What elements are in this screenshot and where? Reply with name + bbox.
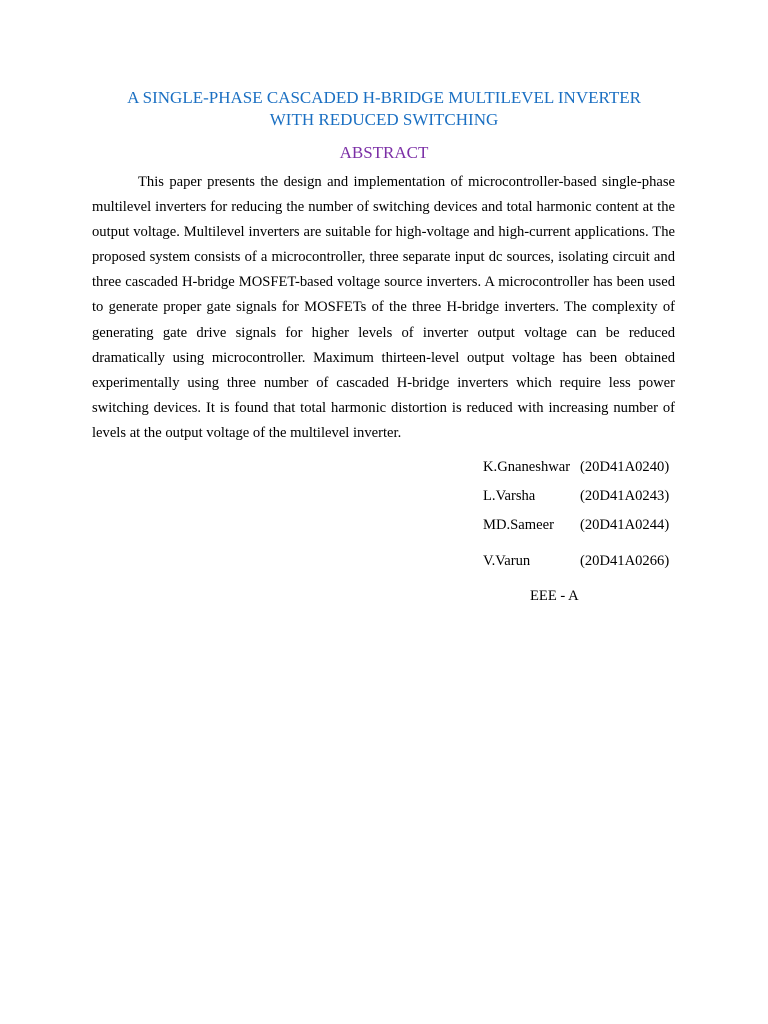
paper-title-line-2: WITH REDUCED SWITCHING <box>269 110 499 129</box>
paper-title <box>90 87 678 131</box>
abstract-heading: ABSTRACT <box>339 143 429 162</box>
author-roll-number: (20D41A0243) <box>580 488 670 504</box>
author-roll-number: (20D41A0240) <box>580 459 670 475</box>
author-roll-number: (20D41A0244) <box>580 517 670 533</box>
author-name: L.Varsha <box>483 488 536 504</box>
department-label: EEE - A <box>530 588 579 604</box>
author-roll-number: (20D41A0266) <box>580 553 670 569</box>
author-name: V.Varun <box>483 553 531 569</box>
paper-title-line-1: A SINGLE-PHASE CASCADED H-BRIDGE MULTILEVEL INVERTER <box>127 88 641 107</box>
author-name: K.Gnaneshwar <box>483 459 571 475</box>
abstract-body: This paper presents the design and implementation of microcontroller-based single-phase multilevel inverters for reducing the number of switching devices and total harmonic content at the output voltage. Multilevel inverters are suitable for high-voltage and high-current applications. The proposed system consists of a microcontroller, three separate input dc sources, isolating circuit and three cascaded H-bridge MOSFET-based voltage source inverters. A microcontroller has been used to generate proper gate signals for MOSFETs of the three H-bridge inverters. The complexity of generating gate drive signals for higher levels of inverter output voltage can be reduced dramatically using microcontroller. Maximum thirteen-level output voltage has been obtained experimentally using three number of cascaded H-bridge inverters which require less power switching devices. It is found that total harmonic distortion is reduced with increasing number of levels at the output voltage of the multilevel inverter. <box>92 174 675 441</box>
author-name: MD.Sameer <box>483 517 554 533</box>
